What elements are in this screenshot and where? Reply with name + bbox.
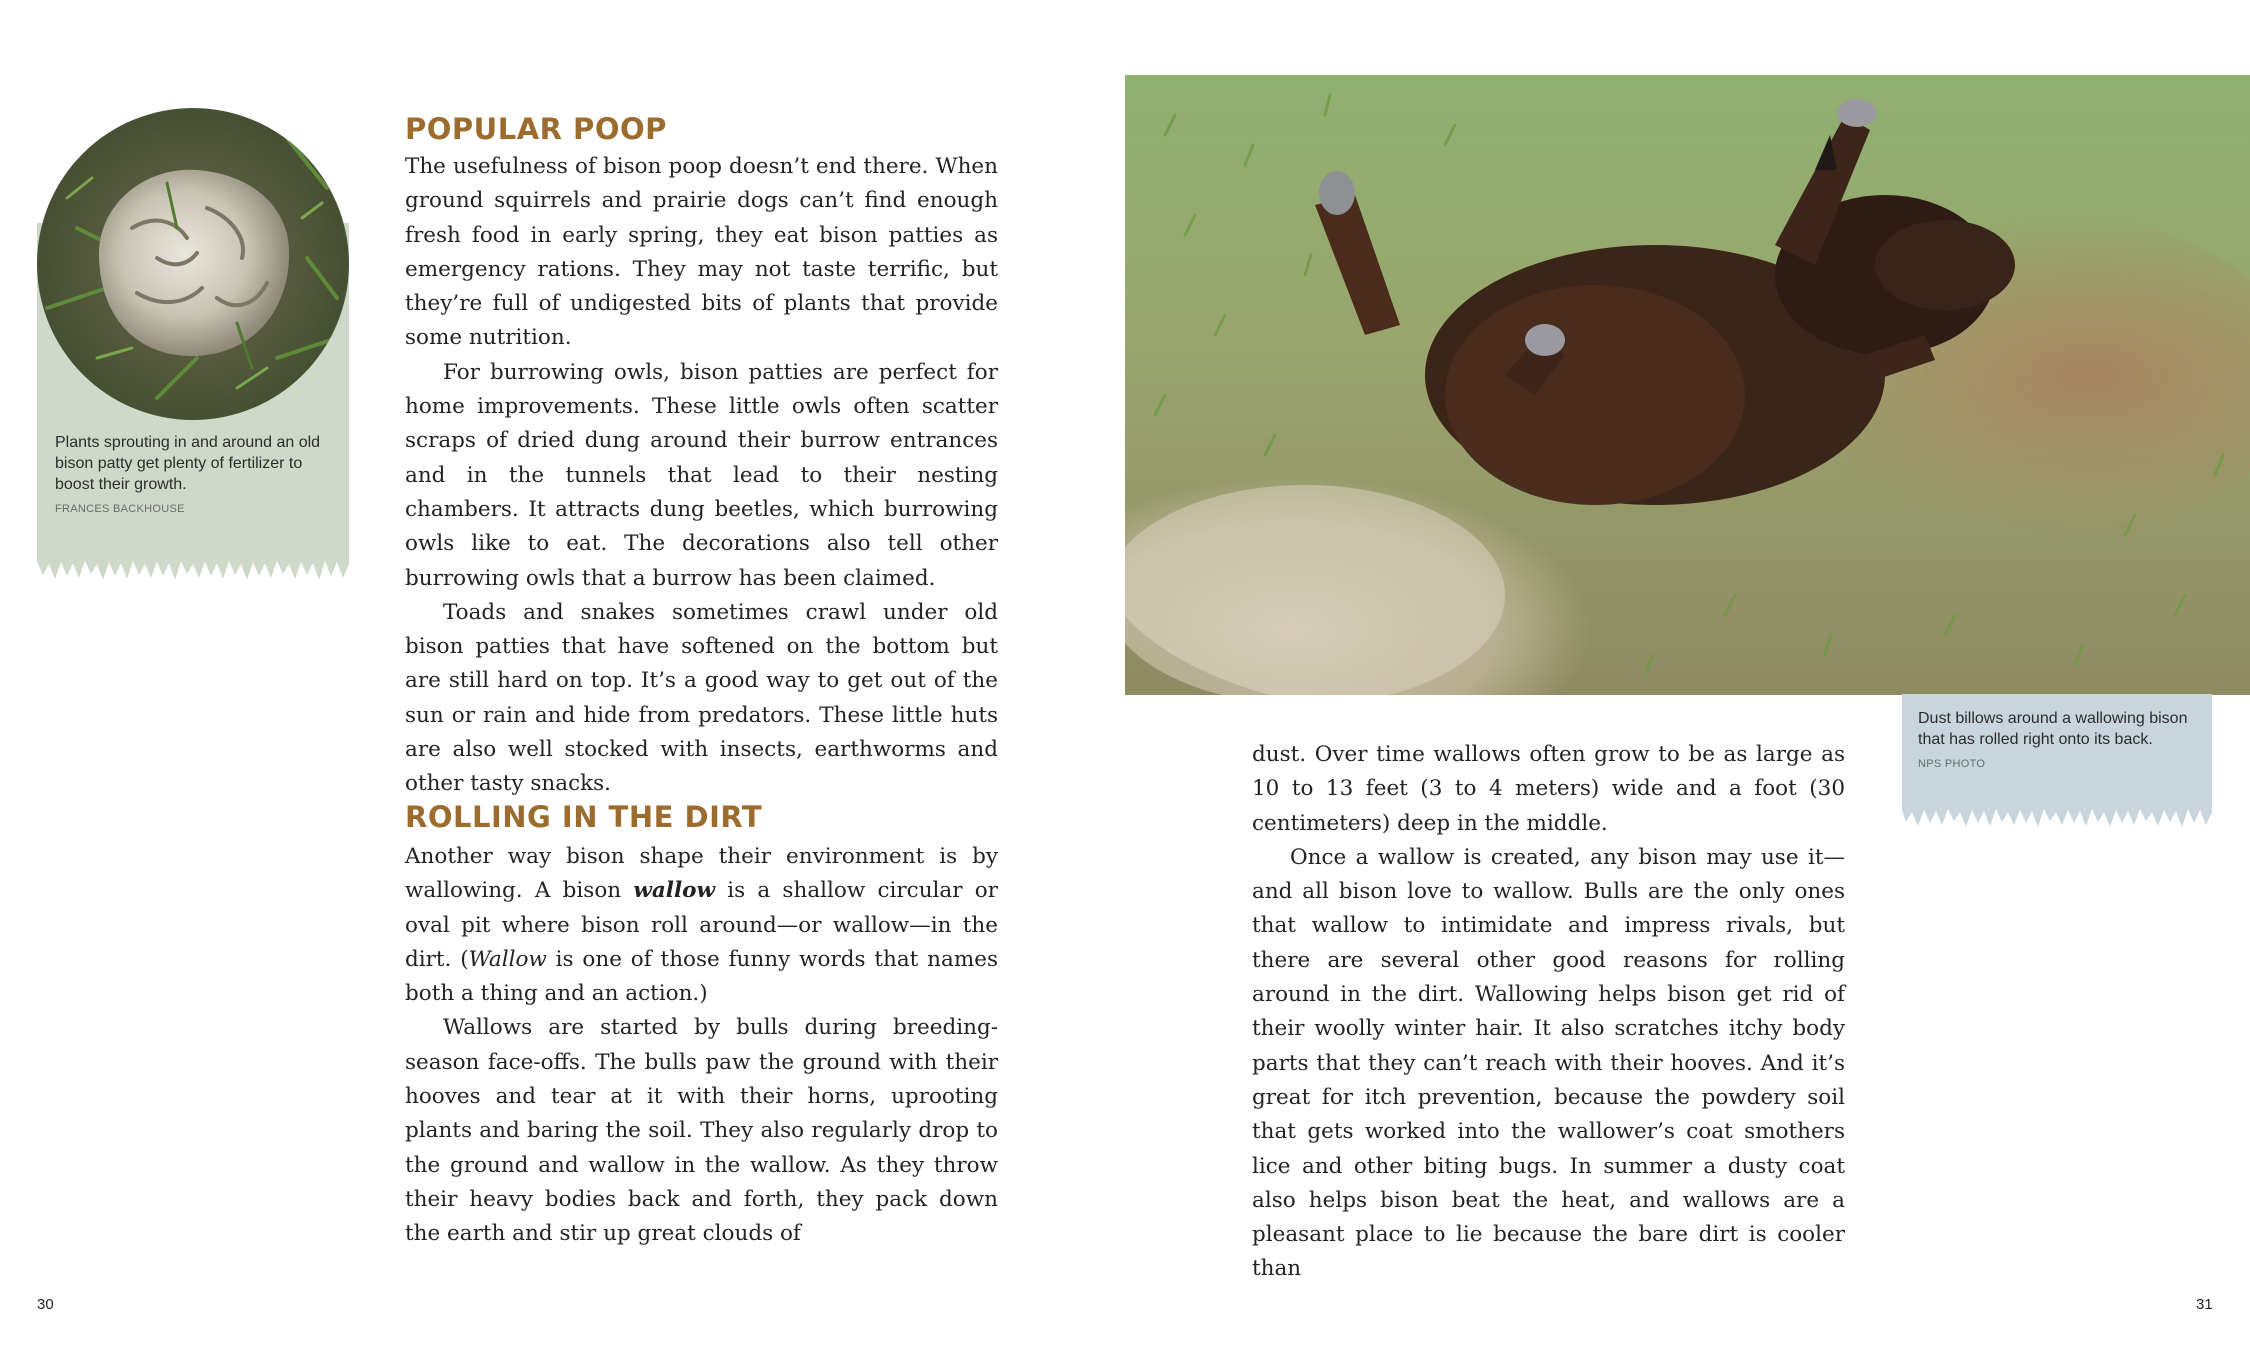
term-wallow-italic: Wallow [468,946,547,972]
text-run: is a shallow circular or oval pit where bison roll around—or wallow—in the dirt. ( [405,878,998,972]
column-left-bottom [405,840,998,1252]
column-right [1252,738,1845,1287]
paragraph: Toads and snakes sometimes crawl under old bison patties that have softened on the bottom but are still hard on top. It’s a good way to get out of the sun or rain and hide from predators. These little huts are also well stocked with insects, earthworms and other tasty snacks. [405,599,998,797]
sidebar-caption-text: Plants sprouting in and around an old bison patty get plenty of fertilizer to boost their growth. [55,434,321,493]
sidebar-photo-card [37,108,349,558]
paragraph: Once a wallow is created, any bison may use it—and all bison love to wallow. Bulls are the only ones that wallow to intimidate and impress rivals, but there are several other good reasons for rolling around in the dirt. Wallowing helps bison get rid of their woolly winter hair. It also scratches itchy body parts that they can’t reach with their hooves. And it’s great for itch prevention, because the powdery soil that gets worked into the wallower’s coat smothers lice and other biting bugs. In summer a dusty coat also helps bison beat the heat, and wallows are a pleasant place to lie because the bare dirt is cooler than [1252,844,1845,1282]
paragraph [405,840,998,1011]
page-number-left: 30 [37,1296,54,1313]
column-left-top [405,150,998,802]
wallowing-bison-photo [1125,75,2250,695]
term-wallow: wallow [633,878,715,904]
grass-edge-decoration [37,556,349,582]
bison-patty-photo [37,108,349,420]
text-run: is one of those funny words that names both a thing and an action.) [405,946,998,1007]
paragraph: dust. Over time wallows often grow to be as large as 10 to 13 feet (3 to 4 meters) wide and a foot (30 centimeters) deep in the middle. [1252,742,1845,836]
sidebar-photo-credit: FRANCES BACKHOUSE [55,503,185,515]
text-run: Another way bison shape their environment is by wallowing. A bison [405,844,998,904]
sidebar-caption [55,432,325,520]
page-number-right: 31 [2196,1296,2213,1313]
photo-credit: NPS PHOTO [1918,758,1986,770]
photo-caption-text: Dust billows around a wallowing bison that has rolled right onto its back. [1918,710,2188,748]
photo-caption [1918,708,2203,775]
paragraph: For burrowing owls, bison patties are perfect for home improvements. These little owls often scatter scraps of dried dung around their burrow entrances and in the tunnels that lead to their nesting chambers. It attracts dung beetles, which burrowing owls like to eat. The decorations also tell other burrowing owls that a burrow has been claimed. [405,359,998,591]
paragraph: Wallows are started by bulls during breeding-season face-offs. The bulls paw the ground with their hooves and tear at it with their horns, uprooting plants and baring the soil. They also regularly drop to the ground and wallow in the wallow. As they throw their heavy bodies back and forth, they pack down the earth and stir up great clouds of [405,1015,998,1247]
heading-rolling-in-the-dirt: ROLLING IN THE DIRT [405,800,763,834]
heading-popular-poop: POPULAR POOP [405,112,667,146]
photo-caption-card [1902,694,2212,806]
grass-edge-decoration [1902,804,2212,828]
paragraph: The usefulness of bison poop doesn’t end there. When ground squirrels and prairie dogs can’t find enough fresh food in early spring, they eat bison patties as emergency rations. They may not taste terrific, but they’re full of undigested bits of plants that provide some nutrition. [405,154,998,351]
